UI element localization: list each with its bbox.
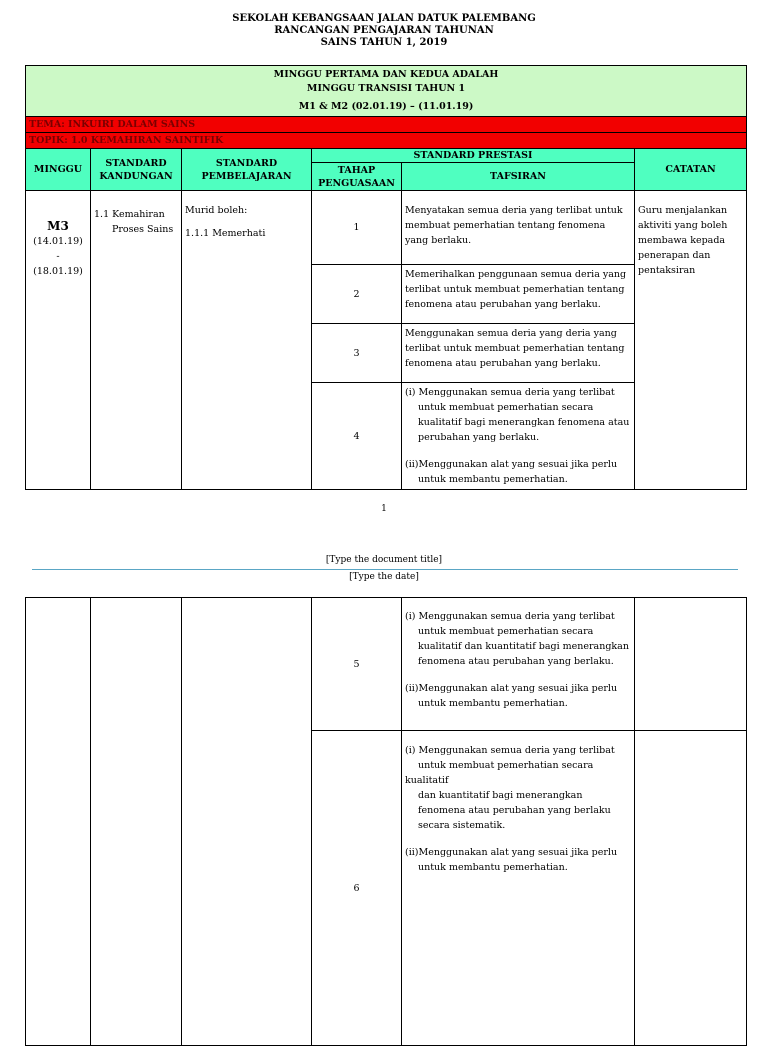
col-catatan: CATATAN xyxy=(635,149,747,191)
banner-line-2: MINGGU TRANSISI TAHUN 1 xyxy=(306,83,466,94)
topic-row: TOPIK: 1.0 KEMAHIRAN SAINTIFIK xyxy=(26,133,747,149)
level-5-point-1-a: (i) Menggunakan semua deria yang terlibat xyxy=(405,611,615,622)
kandungan-line-1: 1.1 Kemahiran xyxy=(94,209,165,220)
level-6-point-1-d: dan kuantitatif bagi menerangkan fenomena atau perubahan yang berlaku secara sistematik. xyxy=(418,790,611,831)
level-1-number: 1 xyxy=(312,191,402,265)
catatan-cell: Guru menjalankan aktiviti yang boleh membawa kepada penerapan dan pentaksiran xyxy=(635,191,747,490)
level-4-point-1-a: (i) Menggunakan semua deria yang terlibat xyxy=(405,387,615,398)
week-cell xyxy=(26,191,91,490)
col-tahap-line1: TAHAP xyxy=(337,164,376,176)
level-3-number: 3 xyxy=(312,324,402,383)
level-4-point-1-b: untuk membuat pemerhatian secara kualitatif bagi menerangkan fenomena atau perubahan yang berlaku. xyxy=(418,402,630,443)
level-5-point-2-b: untuk membantu pemerhatian. xyxy=(418,698,568,709)
col-standard-prestasi: STANDARD PRESTASI xyxy=(312,149,635,163)
level-6-point-2-b: untuk membantu pemerhatian. xyxy=(418,862,568,873)
standard-pembelajaran-cell-cont xyxy=(182,598,312,1046)
header-divider xyxy=(32,569,738,570)
level-6-point-1-b: untuk membuat pemerhatian secara xyxy=(418,760,594,771)
doc-title-placeholder[interactable]: [Type the document title] xyxy=(325,555,443,565)
week-dash: - xyxy=(56,251,60,262)
level-2-number: 2 xyxy=(312,265,402,324)
level-1-text: Menyatakan semua deria yang terlibat untuk membuat pemerhatian tentang fenomena yang berlaku. xyxy=(402,191,635,265)
col-tahap-line2: PENGUASAAN xyxy=(318,177,395,189)
level-5-point-2-a: (ii)Menggunakan alat yang sesuai jika perlu xyxy=(405,683,618,694)
level-6-point-2-a: (ii)Menggunakan alat yang sesuai jika perlu xyxy=(405,847,618,858)
banner-line-3: M1 & M2 (02.01.19) – (11.01.19) xyxy=(298,101,474,112)
pembelajaran-line-2: 1.1.1 Memerhati xyxy=(185,228,266,239)
standard-pembelajaran-cell xyxy=(182,191,312,490)
col-standard-kandungan xyxy=(91,149,182,191)
pembelajaran-line-1: Murid boleh: xyxy=(185,205,248,216)
col-sk-line2: KANDUNGAN xyxy=(99,170,173,182)
kandungan-line-2: Proses Sains xyxy=(112,224,174,235)
col-sp-line2: PEMBELAJARAN xyxy=(201,170,292,182)
catatan-cell-6 xyxy=(635,731,747,1046)
level-5-text xyxy=(402,598,635,731)
level-4-number: 4 xyxy=(312,383,402,490)
col-minggu: MINGGU xyxy=(26,149,91,191)
document-header xyxy=(0,13,768,49)
lesson-plan-table-continued xyxy=(25,597,747,1046)
col-standard-pembelajaran xyxy=(182,149,312,191)
col-tafsiran: TAFSIRAN xyxy=(402,163,635,191)
school-name: SEKOLAH KEBANGSAAN JALAN DATUK PALEMBANG xyxy=(232,13,536,24)
level-6-point-1-c: kualitatif xyxy=(405,775,449,786)
col-sk-line1: STANDARD xyxy=(105,157,167,169)
doc-date-placeholder[interactable]: [Type the date] xyxy=(349,572,419,582)
standard-kandungan-cell xyxy=(91,191,182,490)
level-6-point-1-a: (i) Menggunakan semua deria yang terlibat xyxy=(405,745,615,756)
col-sp-line1: STANDARD xyxy=(215,157,278,169)
level-5-point-1-b: untuk membuat pemerhatian secara kualitatif dan kuantitatif bagi menerangkan fenomena atau perubahan yang berlaku. xyxy=(418,626,629,667)
week-label: M3 xyxy=(47,219,69,233)
level-4-text xyxy=(402,383,635,490)
col-tahap xyxy=(312,163,402,191)
plan-title: RANCANGAN PENGAJARAN TAHUNAN xyxy=(274,25,494,36)
level-5-number: 5 xyxy=(312,598,402,731)
lesson-plan-table xyxy=(25,65,747,490)
level-3-text: Menggunakan semua deria yang deria yang terlibat untuk membuat pemerhatian tentang fenomena atau perubahan yang berlaku. xyxy=(402,324,635,383)
week-cell-cont xyxy=(26,598,91,1046)
week-end: (18.01.19) xyxy=(33,266,83,277)
page-number: 1 xyxy=(381,504,387,514)
week-start: (14.01.19) xyxy=(33,236,83,247)
level-6-text xyxy=(402,731,635,1046)
level-2-text: Memerihalkan penggunaan semua deria yang terlibat untuk membuat pemerhatian tentang fenomena atau perubahan yang berlaku. xyxy=(402,265,635,324)
level-4-point-2-b: untuk membantu pemerhatian. xyxy=(418,474,568,485)
transition-banner xyxy=(26,66,747,117)
catatan-cell-5 xyxy=(635,598,747,731)
subject-year: SAINS TAHUN 1, 2019 xyxy=(320,37,448,48)
standard-kandungan-cell-cont xyxy=(91,598,182,1046)
banner-line-1: MINGGU PERTAMA DAN KEDUA ADALAH xyxy=(273,69,499,80)
level-4-point-2-a: (ii)Menggunakan alat yang sesuai jika perlu xyxy=(405,459,618,470)
theme-row: TEMA: INKUIRI DALAM SAINS xyxy=(26,117,747,133)
level-6-number: 6 xyxy=(312,731,402,1046)
